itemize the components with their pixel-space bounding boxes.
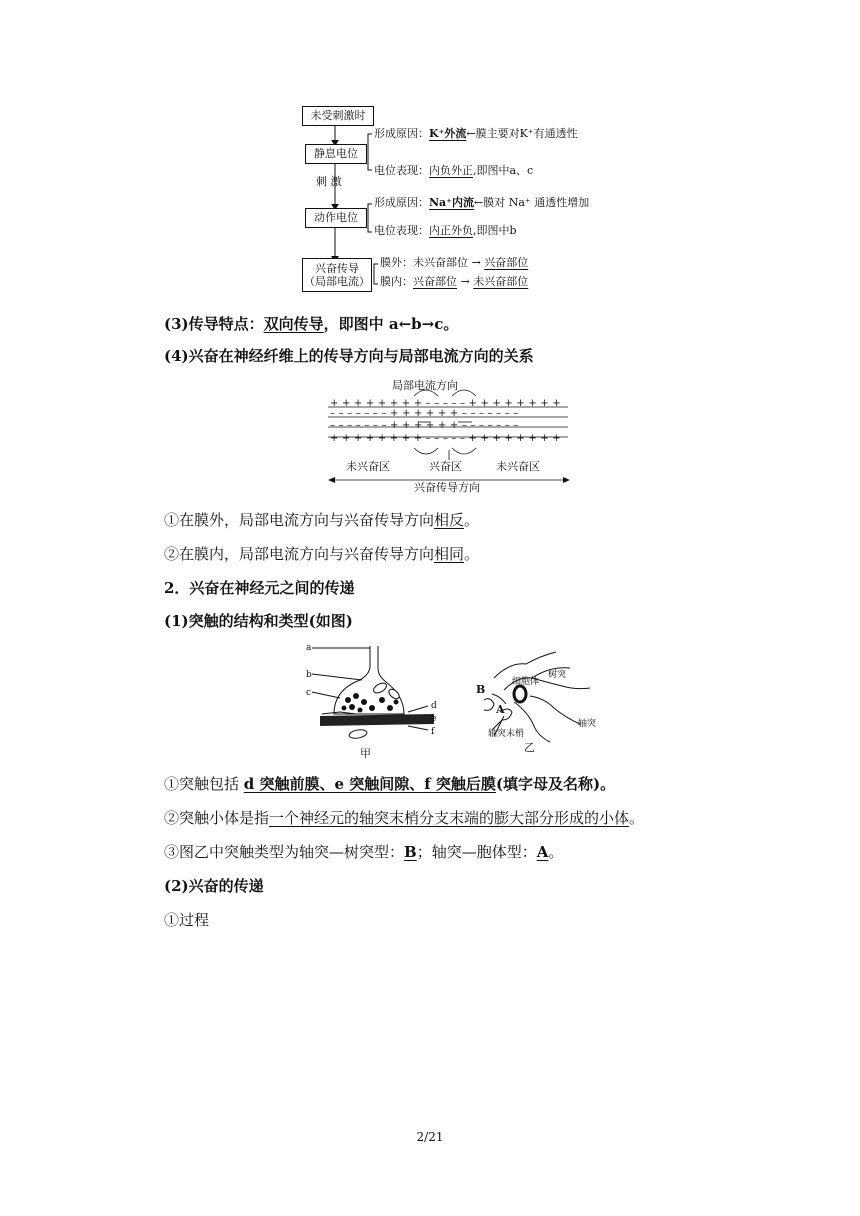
- s2-q1-answer: d 突触前膜、e 突触间隙、f 突触后膜: [243, 775, 496, 793]
- caption-yi: 乙: [524, 741, 535, 754]
- page-number: 2/21: [416, 1130, 444, 1144]
- s2-q3-middle: ；轴突—胞体型：: [416, 843, 537, 861]
- conduction-direction-label: 兴奋传导方向: [414, 481, 480, 494]
- synapse-label-c: c: [306, 688, 312, 698]
- p4-2-prefix: ②在膜内，局部电流方向与兴奋传导方向: [164, 545, 435, 563]
- box-unstimulated: 未受刺激时: [302, 106, 374, 126]
- p3-prefix: (3)传导特点：: [164, 315, 264, 333]
- s2-q3-end: 。: [548, 843, 564, 861]
- axon-label: 轴突: [578, 719, 597, 729]
- outside-answer: 兴奋部位: [484, 256, 529, 269]
- inside-suffix: 未兴奋部位: [473, 275, 529, 288]
- s2-q2-answer: 一个神经元的轴突末梢分支末端的膨大部分形成的小体: [269, 809, 630, 827]
- box-conduction-line2: （局部电流）: [304, 275, 370, 288]
- action-show-suffix: ,即图中b: [473, 224, 517, 237]
- s2-q3-answer2: A: [536, 843, 549, 861]
- s2-q3-answer1: B: [404, 843, 417, 861]
- outside-prefix: 膜外：未兴奋部位: [380, 256, 468, 269]
- action-show: [374, 225, 517, 237]
- synapse-label-d: d: [431, 701, 437, 711]
- box-resting-potential: 静息电位: [305, 144, 367, 164]
- synapse-jia-svg: [300, 642, 450, 746]
- s2-q1-prefix: ①突触包括: [164, 775, 244, 793]
- label-B: B: [476, 683, 486, 696]
- p3-end: 。: [443, 315, 459, 333]
- resting-cause-prefix: 形成原因：: [374, 127, 429, 140]
- p4-item-2: [164, 544, 479, 564]
- inside-membrane: [380, 276, 528, 288]
- fiber-row-1: + + + + + + + + – – – – – + + + + + + + +: [330, 398, 561, 409]
- label-A: A: [496, 703, 505, 716]
- synapse-label-e: e: [431, 714, 437, 724]
- box-conduction-line1: 兴奋传导: [315, 262, 359, 275]
- p4-1-answer: 相反: [434, 511, 465, 529]
- action-cause-suffix: ←膜对 Na⁺ 通透性增加: [474, 196, 590, 209]
- caption-jia: 甲: [360, 747, 371, 760]
- fiber-row-2: – – – – – – – + + + + + + – – – – – – –: [330, 408, 519, 419]
- p4-2-answer: 相同: [434, 545, 465, 563]
- cell-body-label: 细胞体: [512, 677, 540, 687]
- p3-formula: a←b→c: [388, 315, 444, 333]
- synapse-q2: [164, 808, 644, 828]
- outside-arrow-icon: →: [468, 256, 485, 269]
- action-cause-answer: Na⁺内流: [429, 196, 474, 209]
- p4-1-prefix: ①在膜外，局部电流方向与兴奋传导方向: [164, 511, 435, 529]
- p4-heading: (4)兴奋在神经纤维上的传导方向与局部电流方向的关系: [164, 347, 534, 365]
- p3-answer: 双向传导: [263, 315, 324, 333]
- resting-cause-answer: K⁺外流: [429, 127, 467, 140]
- s2-q2-end: 。: [629, 809, 645, 827]
- s2-q2-prefix: ②突触小体是指: [164, 809, 270, 827]
- s2-q3-prefix: ③图乙中突触类型为轴突—树突型：: [164, 843, 405, 861]
- inside-arrow-icon: →: [457, 275, 474, 288]
- resting-show-prefix: 电位表现：: [374, 164, 429, 177]
- local-current-label: 局部电流方向: [392, 379, 458, 392]
- resting-show-suffix: ,即图中a、c: [473, 164, 534, 177]
- p4-item-1: [164, 510, 479, 530]
- right-zone-label: 未兴奋区: [496, 460, 540, 473]
- inside-answer: 兴奋部位: [413, 275, 457, 288]
- axon-terminal-label: 轴突末梢: [488, 729, 525, 739]
- s2-q1-end: (填字母及名称)。: [495, 775, 616, 793]
- resting-show-answer: 内负外正: [429, 164, 473, 177]
- dendrite-label: 树突: [548, 670, 567, 680]
- action-cause: [374, 197, 589, 209]
- mid-zone-label: 兴奋区: [429, 460, 462, 473]
- section-2-heading: 2．兴奋在神经元之间的传递: [164, 579, 355, 597]
- synapse-label-f: f: [431, 727, 435, 737]
- action-show-prefix: 电位表现：: [374, 224, 429, 237]
- resting-show: [374, 165, 533, 177]
- resting-cause: [374, 128, 578, 140]
- inside-prefix: 膜内：: [380, 275, 413, 288]
- stimulus-label: 刺 激: [316, 175, 342, 188]
- process-heading: ①过程: [164, 911, 210, 929]
- p4-1-end: 。: [464, 511, 480, 529]
- p4-2-end: 。: [464, 545, 480, 563]
- excitation-transmission-heading: (2)兴奋的传递: [164, 877, 264, 895]
- left-zone-label: 未兴奋区: [346, 460, 390, 473]
- synapse-q1: [164, 774, 615, 794]
- fiber-row-4: + + + + + + + + – – – – – + + + + + + + +: [330, 433, 561, 444]
- synapse-q3: [164, 842, 563, 862]
- fiber-row-3: – – – – – – – + + + + + + – – – – – – –: [330, 420, 519, 431]
- action-cause-prefix: 形成原因：: [374, 196, 429, 209]
- synapse-label-b: b: [306, 670, 312, 680]
- box-action-potential: 动作电位: [305, 208, 367, 228]
- outside-membrane: [380, 257, 528, 269]
- conduction-feature-line: [164, 314, 458, 334]
- synapse-label-a: a: [306, 643, 312, 653]
- box-conduction: [302, 258, 372, 292]
- synapse-structure-heading: (1)突触的结构和类型(如图): [164, 612, 353, 630]
- resting-cause-suffix: ←膜主要对K⁺有通透性: [466, 127, 578, 140]
- p3-middle: ，即图中: [323, 315, 389, 333]
- action-show-answer: 内正外负: [429, 224, 473, 237]
